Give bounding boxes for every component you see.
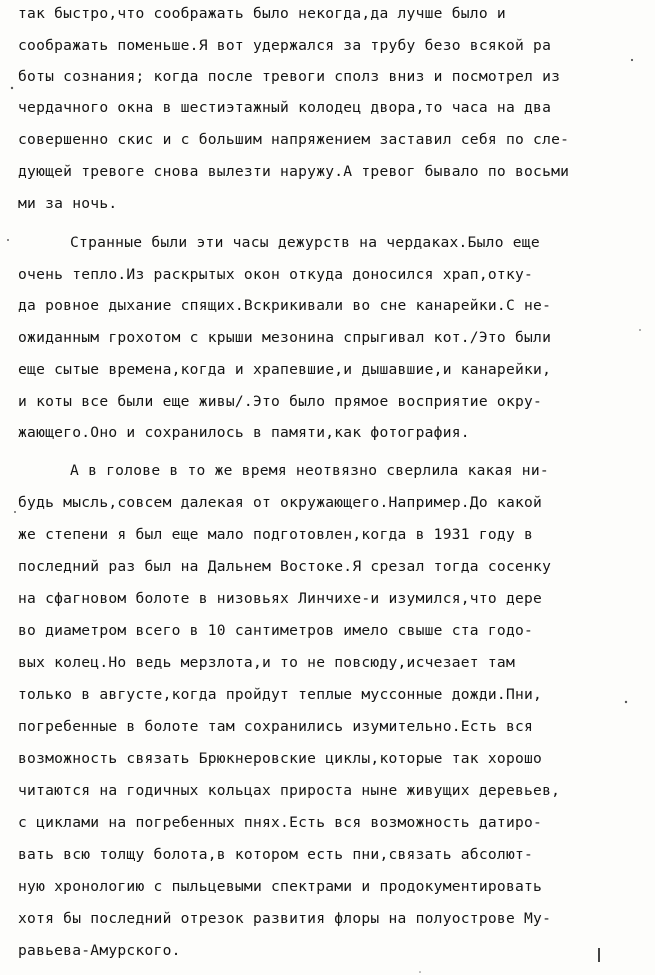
text-line: дующей тревоге снова вылезти наружу.А тревог бывало по восьми — [18, 163, 570, 180]
text-line: чердачного окна в шестиэтажный колодец двора,то часа на два — [18, 99, 552, 116]
text-line: погребенные в болоте там сохранились изумительно.Есть вся — [18, 718, 534, 735]
text-line: во диаметром всего в 10 сантиметров имело свыше ста годо- — [18, 622, 534, 639]
text-line: еще сытые времена,когда и храпевшие,и дышавшие,и канарейки, — [18, 361, 552, 378]
text-line: равьева-Амурского. — [18, 942, 181, 959]
text-line: последний раз был на Дальнем Востоке.Я срезал тогда сосенку — [18, 558, 552, 575]
text-line: ми за ночь. — [18, 195, 118, 212]
text-line: жающего.Оно и сохранилось в памяти,как фотография. — [18, 424, 470, 441]
text-line: да ровное дыхание спящих.Вскрикивали во сне канарейки.С не- — [18, 297, 552, 314]
text-line: возможность связать Брюкнеровские циклы,которые так хорошо — [18, 750, 543, 767]
text-line: вых колец.Но ведь мерзлота,и то не повсюду,исчезает там — [18, 654, 515, 671]
text-line: ожиданным грохотом с крыши мезонина спрыгивал кот./Это были — [18, 329, 552, 346]
text-line: вать всю толщу болота,в котором есть пни,связать абсолют- — [18, 846, 534, 863]
text-line: читаются на годичных кольцах прироста ныне живущих деревьев, — [18, 782, 561, 799]
text-line: боты сознания; когда после тревоги сполз вниз и посмотрел из — [18, 68, 561, 85]
text-line: соображать поменьше.Я вот удержался за трубу безо всякой ра — [18, 37, 552, 54]
text-line: с циклами на погребенных пнях.Есть вся возможность датиро- — [18, 814, 543, 831]
text-line: А в голове в то же время неотвязно сверлила какая ни- — [70, 462, 549, 479]
text-line: очень тепло.Из раскрытых окон откуда доносился храп,отку- — [18, 266, 534, 283]
text-line: же степени я был еще мало подготовлен,когда в 1931 году в — [18, 526, 534, 543]
text-line: Странные были эти часы дежурств на чердаках.Было еще — [70, 234, 540, 251]
text-line: так быстро,что соображать было некогда,да лучше было и — [18, 5, 506, 22]
text-line: хотя бы последний отрезок развития флоры на полуострове Му- — [18, 910, 552, 927]
text-line: и коты все были еще живы/.Это было прямое восприятие окру- — [18, 393, 543, 410]
text-line: будь мысль,совсем далекая от окружающего.Например.До какой — [18, 494, 543, 511]
text-line: только в августе,когда пройдут теплые муссонные дожди.Пни, — [18, 686, 543, 703]
text-line: на сфагновом болоте в низовьях Линчихе-и изумился,что дере — [18, 590, 543, 607]
text-line: совершенно скис и с большим напряжением заставил себя по сле- — [18, 131, 570, 148]
text-line: ную хронологию с пыльцевыми спектрами и продокументировать — [18, 878, 543, 895]
